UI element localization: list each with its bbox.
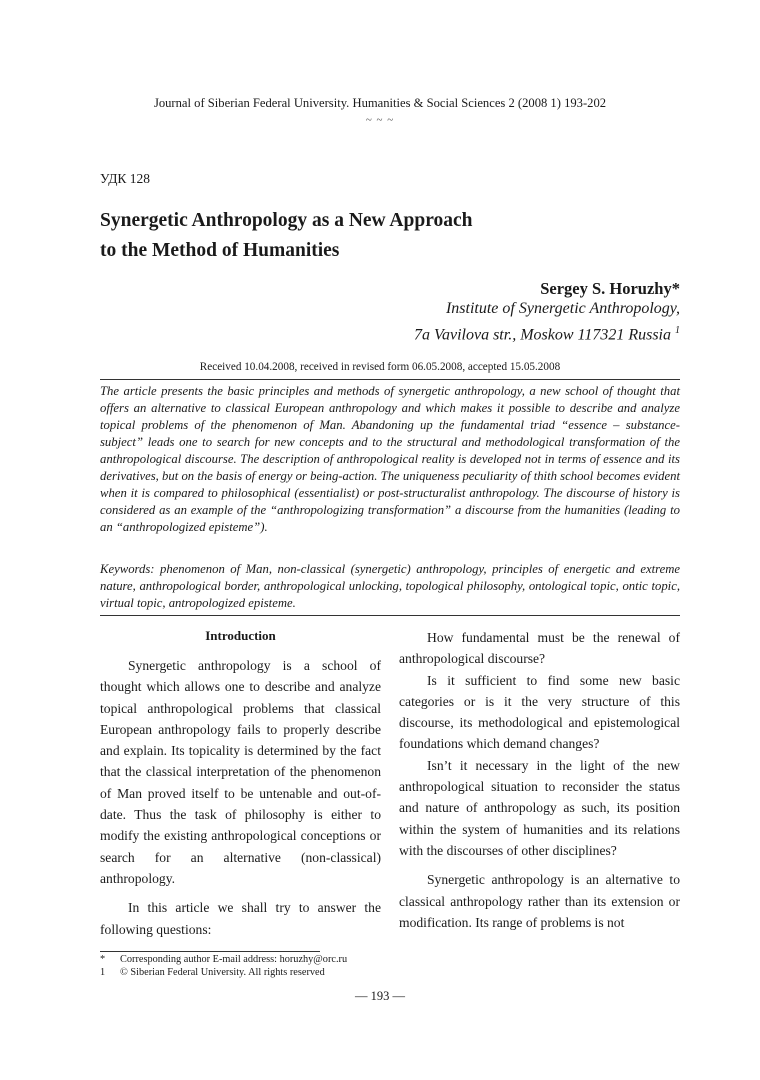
footnote-text: Corresponding author E-mail address: horuzhy@orc.ru [120,954,348,965]
title-line-2: to the Method of Humanities [100,240,340,261]
udk-code: УДК 128 [100,171,151,186]
institute-address [414,320,680,346]
footnote-mark: 1 [675,325,680,336]
footnote [100,953,347,966]
author-name: Sergey S. Horuzhy* [540,279,680,298]
header-separator: ~ ~ ~ [365,114,395,126]
footnote-rule [100,951,320,952]
body-column-right [399,627,680,933]
page-number: — 193 — [355,989,405,1003]
footnote-marker: * [100,954,106,965]
paragraph: Is it sufficient to find some new basic categories or is it the very structure of this discourse, its methodological and epistemological foundations which demand changes? [399,672,680,752]
rule-bottom [100,615,680,616]
section-title: Introduction [205,628,276,643]
footnote-marker: 1 [100,967,106,978]
author-affiliation [414,298,680,346]
address-text: 7a Vavilova str., Moskow 117321 Russia [413,326,671,344]
received-dates: Received 10.04.2008, received in revised form 06.05.2008, accepted 15.05.2008 [199,361,561,373]
body-column-left [100,627,381,940]
footnote [100,966,325,979]
keywords: Keywords: phenomenon of Man, non-classical (synergetic) anthropology, principles of energetic and extreme nature, anthropological border, anthropological unlocking, topological philosophy, ontological topic, ontic topic, virtual topic, antropologized episteme. [100,562,680,610]
journal-header: Journal of Siberian Federal University. Humanities & Social Sciences 2 (2008 1) 193-202 [153,96,607,110]
paragraph: How fundamental must be the renewal of anthropological discourse? [399,630,680,667]
abstract: The article presents the basic principles and methods of synergetic anthropology, a new school of thought that offers an alternative to classical European anthropology and which makes it possible to describe and analyze topical problems of the phenomenon of Man. Abandoning up the fundamental triad “essence – substance-subject” leads one to search for new concepts and to the structural and methodological transformation of the anthropological discourse. The description of anthropological reality is developed not in terms of essence and its derivatives, but on the basis of energy or being-action. The uniqueness peculiarity of thith school becomes evident when it is compared to philosophical (essentialist) or post-structuralist anthropology. The discourse of history is considered as an example of the “anthropologizing transformation” a discourse from the humanities (leading to an “anthropologized episteme”). [100,384,680,534]
rule-top [100,379,680,380]
paragraph: Synergetic anthropology is a school of thought which allows one to describe and analyze topical anthropological problems that classical European anthropology fails to properly describe and explain. Its topicality is determined by the fact that the classical interpretation of the phenomenon of Man proved itself to be untenable and out-of-date. Thus the task of philosophy is either to modify the existing anthropological conceptions or search for an alternative (non-classical) anthropology. [100,658,381,886]
institute-name: Institute of Synergetic Anthropology, [445,300,680,317]
footnote-text: © Siberian Federal University. All rights reserved [120,967,325,978]
title-line-1: Synergetic Anthropology as a New Approach [100,210,473,231]
paragraph: Synergetic anthropology is an alternative to classical anthropology rather than its extension or modification. Its range of problems is not [399,872,680,930]
paragraph: Isn’t it necessary in the light of the new anthropological situation to reconsider the status and nature of anthropology as such, its position within the system of humanities and its relations with the discourses of other disciplines? [399,757,680,858]
article-title [100,206,473,266]
paragraph: In this article we shall try to answer the following questions: [100,900,381,937]
